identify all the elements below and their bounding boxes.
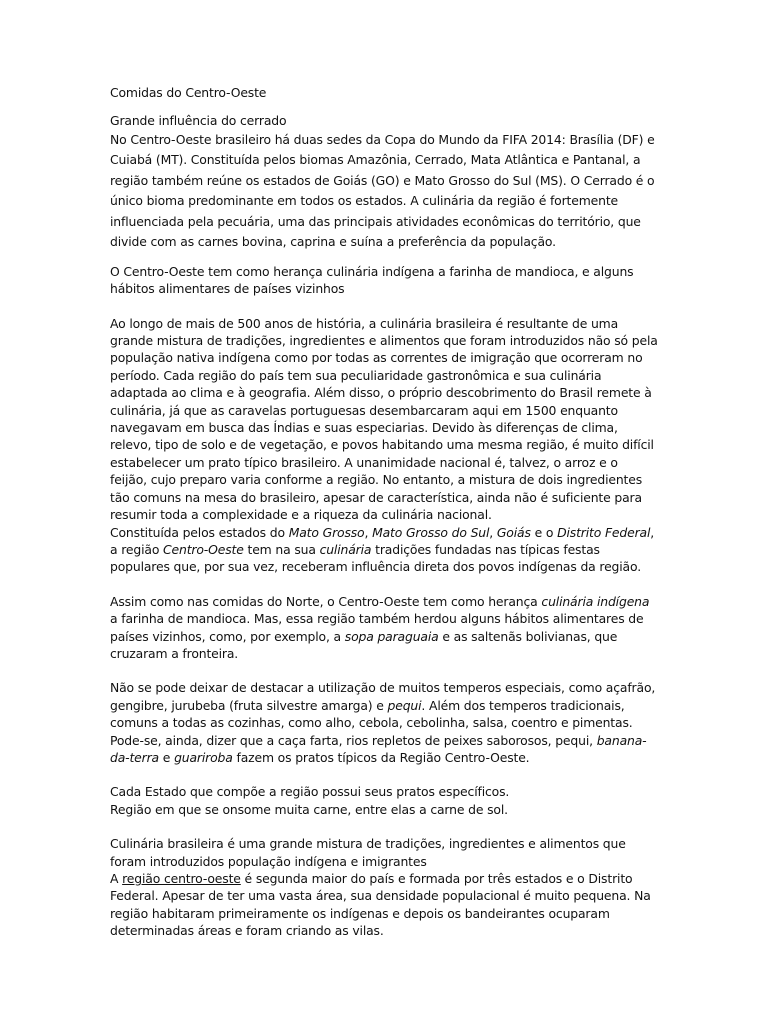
section3-heading: Culinária brasileira é uma grande mistura de tradições, ingredientes e alimentos que foram introduzidos população indígena e imigrantes <box>110 836 626 869</box>
italic-term: culinária <box>319 541 372 557</box>
text-run: fazem os pratos típicos da Região Centro-Oeste. <box>232 749 530 765</box>
section3-paragraph <box>110 870 658 940</box>
italic-term: Centro-Oeste <box>163 541 244 557</box>
italic-term: sopa paraguaia <box>344 628 439 644</box>
text-run: tradições fundadas nas típicas festas populares que, por sua vez, receberam influência direta dos povos indígenas da região. <box>110 541 642 575</box>
italic-term: Mato Grosso do Sul <box>372 524 490 540</box>
section2-paragraph-dishes-line1: Cada Estado que compõe a região possui seus pratos específicos. <box>110 784 510 800</box>
text-run: A <box>110 871 123 886</box>
text-run: a farinha de mandioca. Mas, essa região também herdou alguns hábitos alimentares de países vizinhos, como, por exemplo, a <box>110 611 644 644</box>
italic-term: banana-da-terra <box>110 732 647 765</box>
text-run: e <box>159 749 175 765</box>
section2-paragraph-states <box>110 524 658 576</box>
italic-term: culinária indígena <box>541 593 650 609</box>
italic-term: pequi <box>387 697 422 713</box>
document-page <box>110 84 658 940</box>
section2-paragraph-heritage <box>110 593 658 663</box>
text-run: é segunda maior do país e formada por três estados e o Distrito Federal. Apesar de ter uma vasta área, sua densidade populacional é muito pequena. Na região habitaram primeiramente os indígenas e depois os bandeirantes ocuparam determinadas áreas e foram criando as vilas. <box>110 871 651 939</box>
region-link[interactable]: região centro-oeste <box>122 871 241 886</box>
italic-term: Mato Grosso <box>288 524 365 540</box>
text-run: , a região <box>110 524 655 557</box>
text-run: e as saltenãs bolivianas, que cruzaram a fronteira. <box>110 628 618 661</box>
document-title: Comidas do Centro-Oeste <box>110 85 267 100</box>
text-run: Constituída pelos estados do <box>110 524 289 540</box>
section2-paragraph-spices <box>110 679 658 766</box>
text-run: Não se pode deixar de destacar a utilização de muitos temperos especiais, como açafrão, gengibre, jurubeba (fruta silvestre amarga) e <box>110 680 656 713</box>
text-run: , <box>489 524 497 540</box>
italic-term: Goiás <box>496 524 531 540</box>
italic-term: Distrito Federal <box>557 524 651 540</box>
section2-heading: O Centro-Oeste tem como herança culinária indígena a farinha de mandioca, e alguns hábitos alimentares de países vizinhos <box>110 263 634 297</box>
section1-body: No Centro-Oeste brasileiro há duas sedes da Copa do Mundo da FIFA 2014: Brasília (DF) e Cuiabá (MT). Constituída pelos biomas Amazônia, Cerrado, Mata Atlântica e Pantanal, a região também reúne os estados de Goiás (GO) e Mato Grosso do Sul (MS). O Cerrado é o único bioma predominante em todos os estados. A culinária da região é fortemente influenciada pela pecuária, uma das principais atividades econômicas do território, que divide com as carnes bovina, caprina e suína a preferência da população. <box>110 131 655 250</box>
text-run: Assim como nas comidas do Norte, o Centro-Oeste tem como herança <box>110 593 542 609</box>
text-run: . Além dos temperos tradicionais, comuns a todas as cozinhas, como alho, cebola, cebolinha, salsa, coentro e pimentas. Pode-se, ainda, dizer que a caça farta, rios repletos de peixes saborosos, pequi, <box>110 697 633 748</box>
text-run: e o <box>530 524 558 540</box>
italic-term: guariroba <box>174 749 233 765</box>
section2-paragraph-history: Ao longo de mais de 500 anos de história, a culinária brasileira é resultante de uma grande mistura de tradições, ingredientes e alimentos que foram introduzidos não só pela população nativa indígena como por todas as correntes de imigração que ocorreram no período. Cada região do país tem sua peculiaridade gastronômica e sua culinária adaptada ao clima e à geografia. Além disso, o próprio descobrimento do Brasil remete à culinária, já que as caravelas portuguesas desembarcaram aqui em 1500 enquanto navegavam em busca das Índias e suas especiarias. Devido às diferenças de clima, relevo, tipo de solo e de vegetação, e povos habitando uma mesma região, é muito difícil estabelecer um prato típico brasileiro. A unanimidade nacional é, talvez, o arroz e o feijão, cujo preparo varia conforme a região. No entanto, a mistura de dois ingredientes tão comuns na mesa do brasileiro, apesar de característica, ainda não é suficiente para resumir toda a complexidade e a riqueza da culinária nacional. <box>110 315 658 523</box>
text-run: tem na sua <box>243 541 320 557</box>
section2-paragraph-dishes-line2: Região em que se onsome muita carne, entre elas a carne de sol. <box>110 801 508 817</box>
text-run: , <box>364 524 373 540</box>
section1-heading: Grande influência do cerrado <box>110 113 287 129</box>
